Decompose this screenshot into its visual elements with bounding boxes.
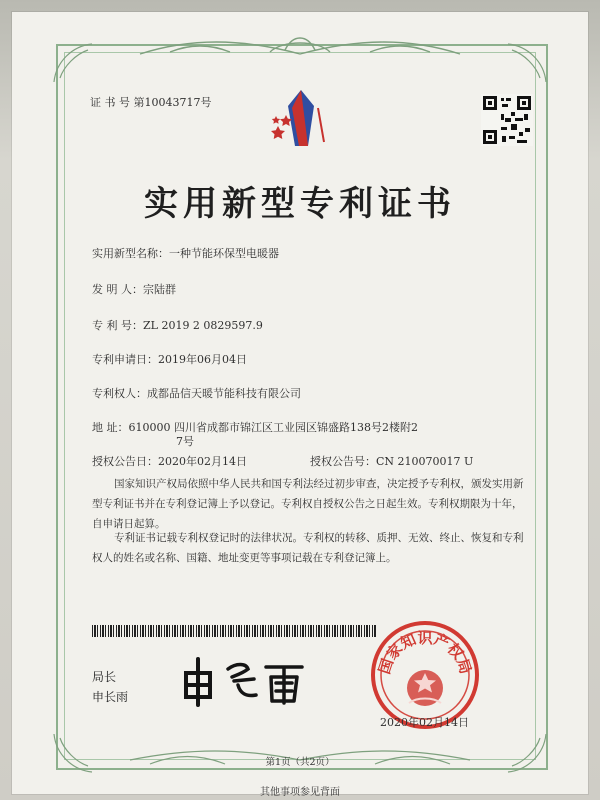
barcode bbox=[92, 625, 376, 637]
name-label: 实用新型名称： bbox=[92, 247, 169, 260]
director-signature bbox=[176, 655, 316, 707]
inventor-field bbox=[92, 282, 176, 298]
address-value-line2: 7号 bbox=[176, 435, 194, 448]
address-field bbox=[92, 420, 418, 436]
certificate-title: 实用新型专利证书 bbox=[144, 184, 456, 224]
legal-status-text: 专利证书记载专利权登记时的法律状况。专利权的转移、质押、无效、终止、恢复和专利权人的姓名或名称、国籍、地址变更等事项记载在专利登记簿上。 bbox=[92, 532, 524, 564]
patentee-field bbox=[92, 386, 301, 402]
patentee-label: 专利权人： bbox=[92, 387, 147, 400]
cnipa-emblem-icon bbox=[268, 86, 334, 154]
grant-announcement-number-label: 授权公告号： bbox=[310, 455, 376, 468]
left-top-corner-ornament bbox=[48, 38, 100, 90]
grant-announcement-date-field bbox=[92, 454, 247, 470]
name-value: 一种节能环保型电暖器 bbox=[169, 247, 279, 260]
name-field bbox=[92, 246, 279, 262]
grant-announcement-number-field bbox=[310, 454, 473, 470]
page-indicator: 第1页（共2页） bbox=[265, 757, 335, 768]
footer-note: 其他事项参见背面 bbox=[260, 787, 340, 798]
application-date-field bbox=[92, 352, 247, 368]
inventor-value: 宗陆群 bbox=[143, 283, 176, 296]
patent-number-field bbox=[92, 318, 263, 334]
seal-date: 2020年02月14日 bbox=[380, 716, 469, 729]
right-bottom-corner-ornament bbox=[500, 726, 552, 778]
director-name: 申长雨 bbox=[92, 690, 129, 704]
grant-announcement-date-label: 授权公告日： bbox=[92, 455, 158, 468]
grant-announcement-number-value: CN 210070017 U bbox=[376, 455, 474, 468]
top-ornament bbox=[130, 28, 470, 72]
address-value-line1: 610000 四川省成都市锦江区工业园区锦盛路138号2楼附2 bbox=[128, 421, 418, 434]
inventor-label: 发 明 人： bbox=[92, 283, 143, 296]
patentee-value: 成都品信天暖节能科技有限公司 bbox=[147, 387, 301, 400]
grant-announcement-date-value: 2020年02月14日 bbox=[158, 455, 247, 468]
grant-decision-paragraph bbox=[92, 474, 524, 534]
right-top-corner-ornament bbox=[500, 38, 552, 90]
application-date-value: 2019年06月04日 bbox=[158, 353, 247, 366]
qr-code-icon bbox=[481, 94, 533, 146]
patent-number-label: 专 利 号： bbox=[92, 319, 143, 332]
grant-decision-text: 国家知识产权局依照中华人民共和国专利法经过初步审查，决定授予专利权，颁发实用新型专利证书并在专利登记簿上予以登记。专利权自授权公告之日起生效。专利权期限为十年，自申请日起算。 bbox=[92, 478, 524, 530]
patent-number-value: ZL 2019 2 0829597.9 bbox=[143, 319, 263, 332]
left-bottom-corner-ornament bbox=[48, 726, 100, 778]
director-title: 局长 bbox=[92, 670, 117, 684]
seal-text: 国家知识产权局 bbox=[375, 629, 475, 677]
application-date-label: 专利申请日： bbox=[92, 353, 158, 366]
legal-status-paragraph bbox=[92, 528, 524, 568]
address-label: 地 址： bbox=[92, 421, 129, 434]
certificate-number: 证 书 号 第10043717号 bbox=[90, 96, 212, 109]
